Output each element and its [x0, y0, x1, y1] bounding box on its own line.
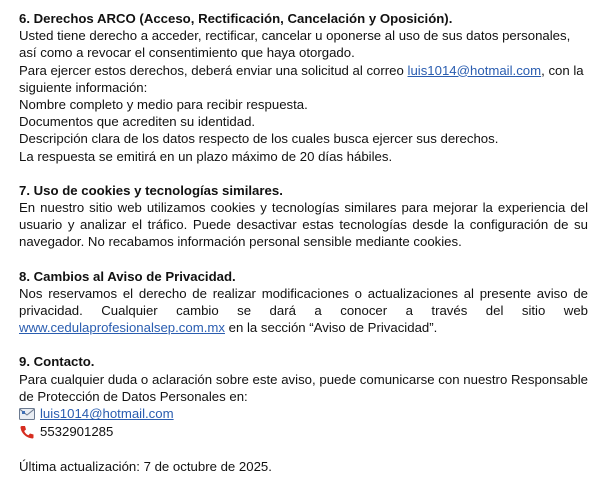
cookies-body: En nuestro sitio web utilizamos cookies y tecnologías similares para mejorar la experiencia del usuario y analizar el tráfico. Puede desactivar estas tecnologías desde la configuración de su navegador. No recabamos información personal sensible mediante cookies. [19, 200, 588, 250]
changes-text-before: Nos reservamos el derecho de realizar modificaciones o actualizaciones al presente aviso de privacidad. Cualquier cambio se dará a conocer a través del sitio web [19, 285, 588, 319]
contact-email-link[interactable]: luis1014@hotmail.com [40, 406, 174, 422]
arco-item: Descripción clara de los datos respecto de los cuales busca ejercer sus derechos. [19, 131, 499, 147]
section-cookies [19, 182, 588, 251]
section-changes [19, 268, 588, 337]
changes-body [19, 285, 588, 337]
section-arco-rights [19, 10, 588, 165]
request-text-after: , con la siguiente información: [19, 62, 584, 95]
arco-intro: Usted tiene derecho a acceder, rectificar, cancelar u oponerse al uso de sus datos personales, así como a revocar el consentimiento que haya otorgado. [19, 28, 571, 61]
contact-body: Para cualquier duda o aclaración sobre este aviso, puede comunicarse con nuestro Responsable de Protección de Datos Personales en: [19, 371, 588, 404]
envelope-icon [19, 407, 35, 421]
section-heading: 9. Contacto. [19, 354, 95, 370]
last-updated: Última actualización: 7 de octubre de 2025. [19, 459, 272, 475]
section-heading: 8. Cambios al Aviso de Privacidad. [19, 268, 236, 284]
arco-request-text [19, 62, 588, 96]
section-contact [19, 353, 588, 441]
contact-email-line [19, 405, 588, 423]
arco-email-link[interactable]: luis1014@hotmail.com [407, 62, 542, 78]
request-text-before: Para ejercer estos derechos, deberá enviar una solicitud al correo [19, 62, 408, 78]
arco-item: Nombre completo y medio para recibir respuesta. [19, 97, 308, 113]
phone-icon [19, 425, 35, 439]
contact-phone: 5532901285 [40, 424, 114, 440]
contact-phone-line [19, 423, 588, 441]
changes-text-after: en la sección “Aviso de Privacidad”. [224, 320, 438, 336]
arco-item: La respuesta se emitirá en un plazo máximo de 20 días hábiles. [19, 148, 393, 164]
section-heading: 7. Uso de cookies y tecnologías similares. [19, 182, 283, 198]
site-link[interactable]: www.cedulaprofesionalsep.com.mx [19, 320, 225, 336]
arco-item: Documentos que acrediten su identidad. [19, 114, 256, 130]
section-heading: 6. Derechos ARCO (Acceso, Rectificación, Cancelación y Oposición). [19, 11, 453, 26]
